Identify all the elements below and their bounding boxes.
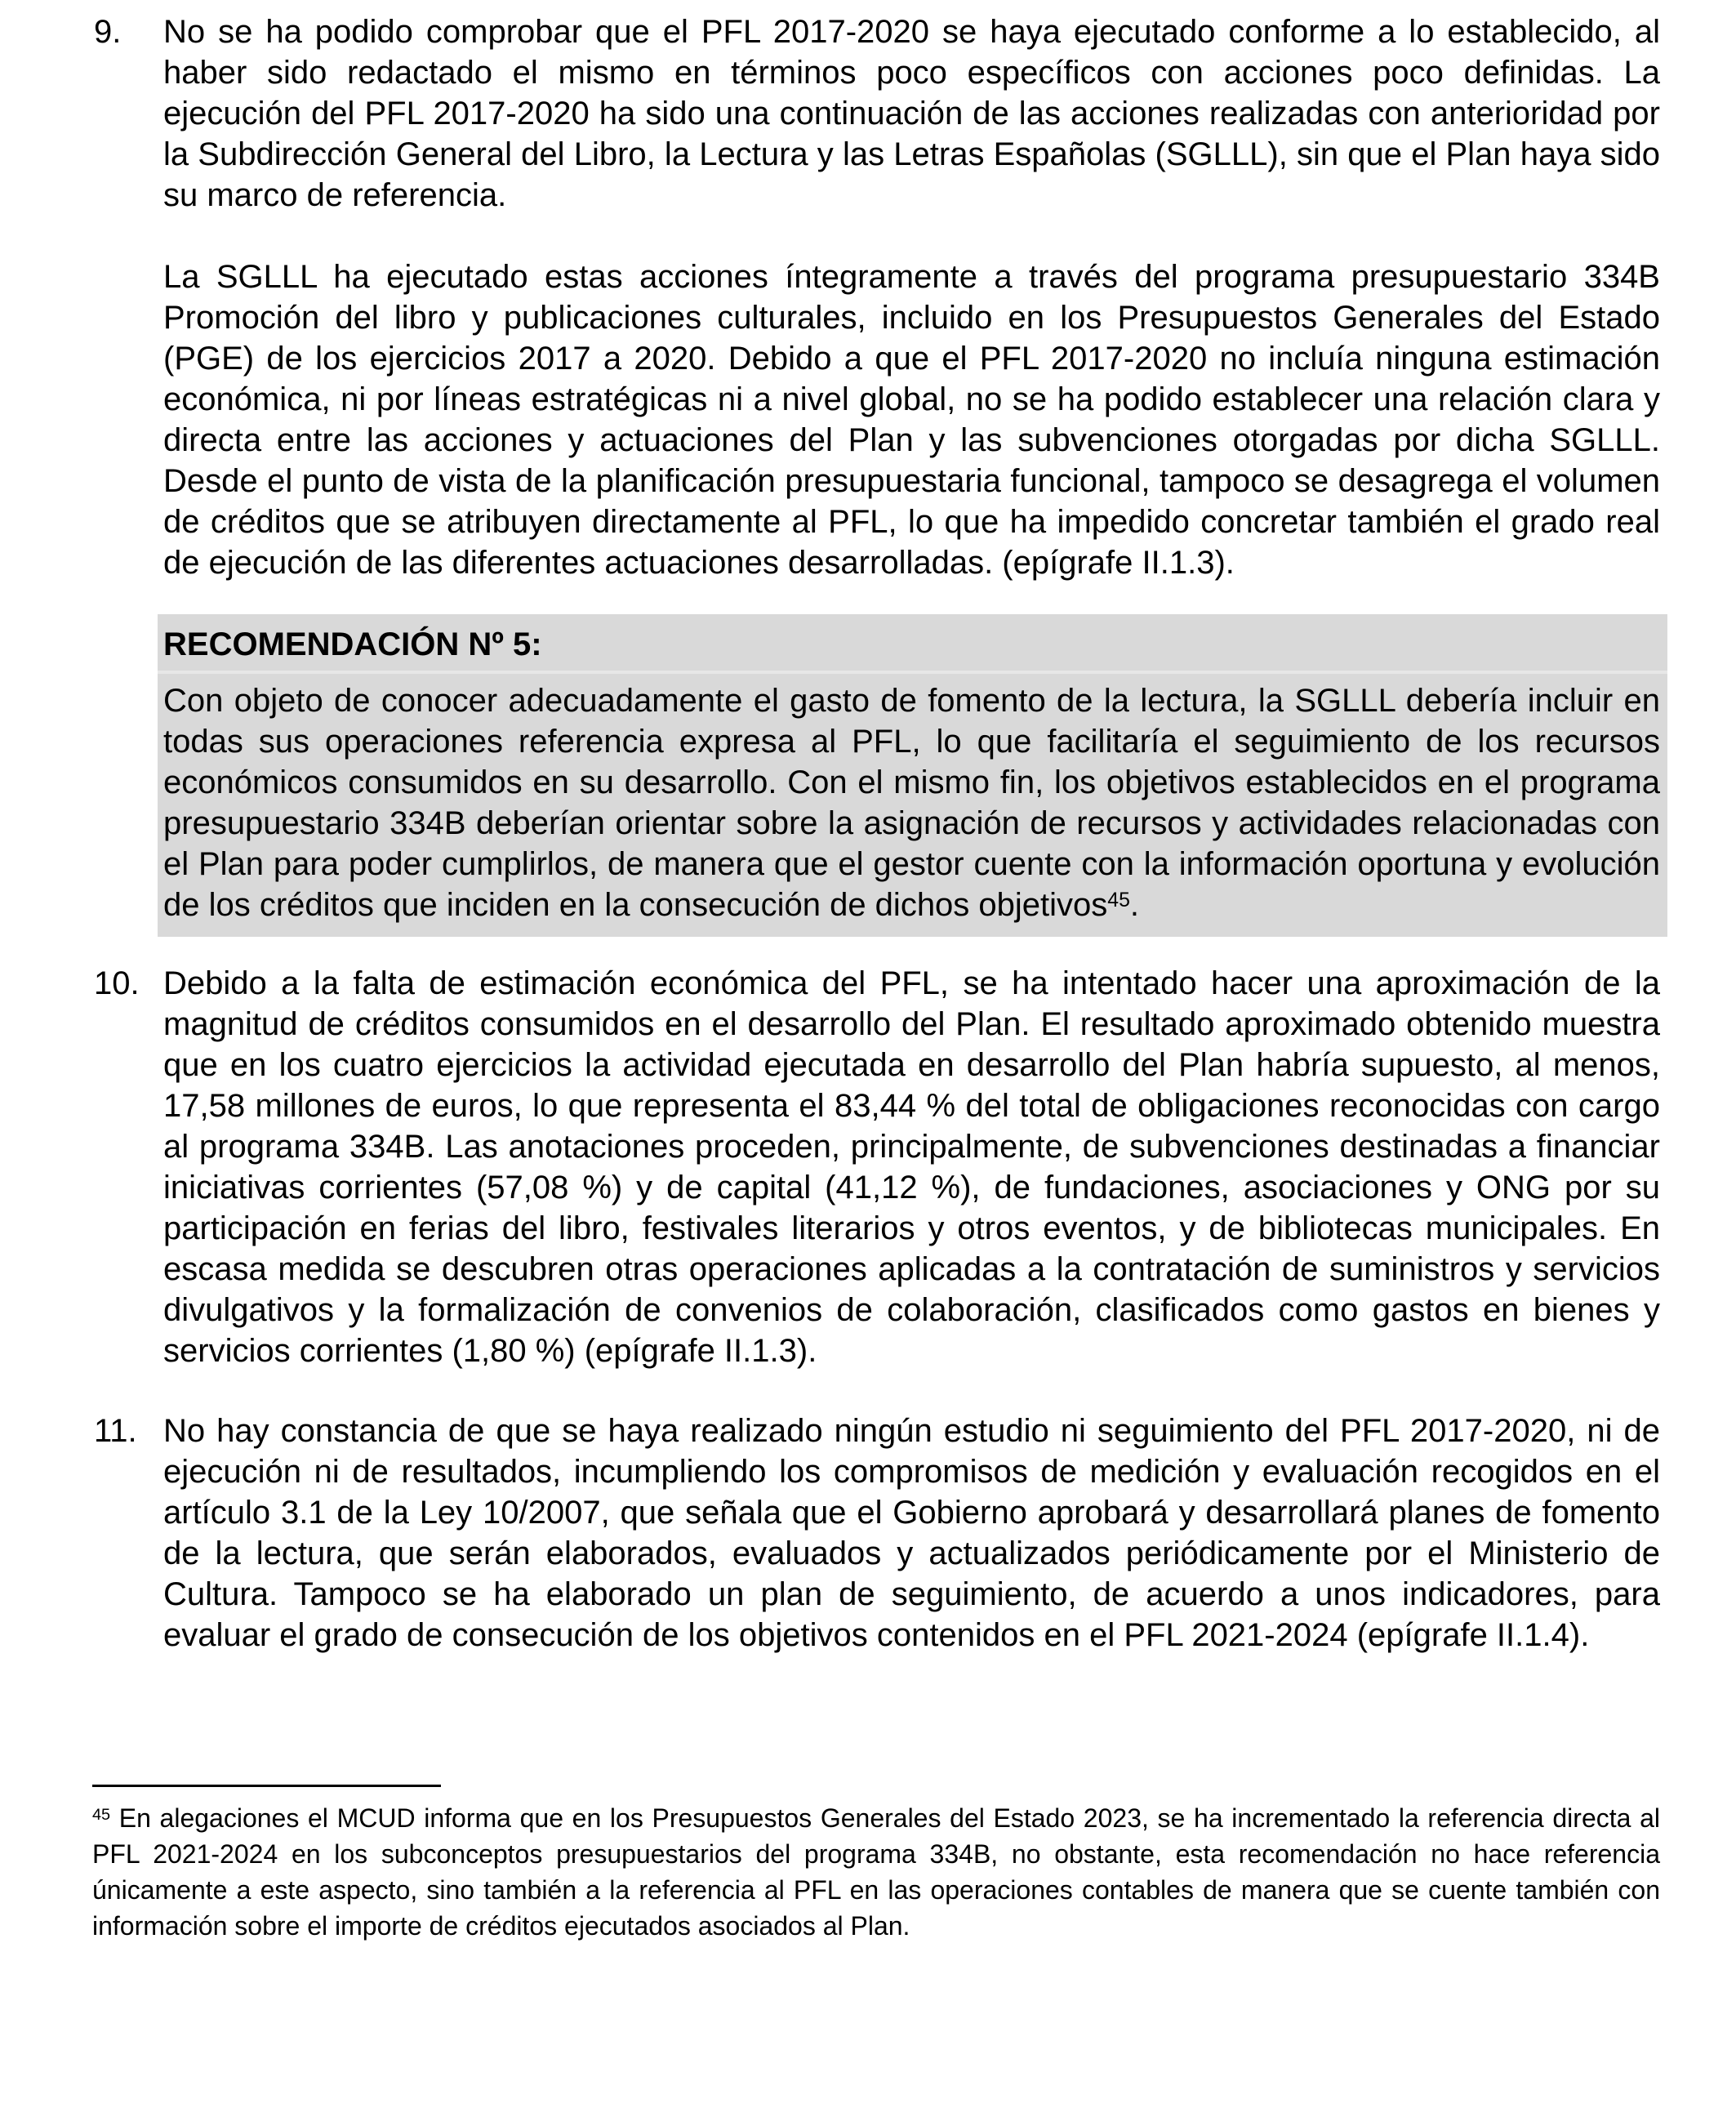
paragraph-10: Debido a la falta de estimación económica del PFL, se ha intentado hacer una aproximación de la magnitud de créditos consumidos en el desarrollo del Plan. El resultado aproximado obtenido muestra que en los cuatro ejercicios la actividad ejecutada en desarrollo del Plan habría supuesto, al menos, 17,58 millones de euros, lo que representa el 83,44 % del total de obligaciones reconocidas con cargo al programa 334B. Las anotaciones proceden, principalmente, de subvenciones destinadas a financiar iniciativas corrientes (57,08 %) y de capital (41,12 %), de fundaciones, asociaciones y ONG por su participación en ferias del libro, festivales literarios y otros eventos, y de bibliotecas municipales. En escasa medida se descubren otras operaciones aplicadas a la contratación de suministros y servicios divulgativos y la formalización de convenios de colaboración, clasificados como gastos en bienes y servicios corrientes (1,80 %) (epígrafe II.1.3). [163, 965, 1660, 1369]
recommendation-box [158, 614, 1667, 937]
recommendation-body-text: Con objeto de conocer adecuadamente el gasto de fomento de la lectura, la SGLLL debería incluir en todas sus operaciones referencia expresa al PFL, lo que facilitaría el seguimiento de los recursos económicos consumidos en su desarrollo. Con el mismo fin, los objetivos establecidos en el programa presupuestario 334B deberían orientar sobre la asignación de recursos y actividades relacionadas con el Plan para poder cumplirlos, de manera que el gestor cuente con la información oportuna y evolución de los créditos que inciden en la consecución de dichos objetivos [163, 683, 1660, 923]
list-number-10: 10. [94, 965, 140, 1001]
paragraph-9-1: No se ha podido comprobar que el PFL 2017-2020 se haya ejecutado conforme a lo establecido, al haber sido redactado el mismo en términos poco específicos con acciones poco definidas. La ejecución del PFL 2017-2020 ha sido una continuación de las acciones realizadas con anterioridad por la Subdirección General del Libro, la Lectura y las Letras Españolas (SGLLL), sin que el Plan haya sido su marco de referencia. [163, 14, 1660, 213]
list-number-11: 11. [94, 1413, 137, 1449]
list-number-9: 9. [94, 14, 122, 50]
paragraph-9-2: La SGLLL ha ejecutado estas acciones íntegramente a través del programa presupuestario 334B Promoción del libro y publicaciones culturales, incluido en los Presupuestos Generales del Estado (PGE) de los ejercicios 2017 a 2020. Debido a que el PFL 2017-2020 no incluía ninguna estimación económica, ni por líneas estratégicas ni a nivel global, no se ha podido establecer una relación clara y directa entre las acciones y actuaciones del Plan y las subvenciones otorgadas por dicha SGLLL. Desde el punto de vista de la planificación presupuestaria funcional, tampoco se desagrega el volumen de créditos que se atribuyen directamente al PFL, lo que ha impedido concretar también el grado real de ejecución de las diferentes actuaciones desarrolladas. (epígrafe II.1.3). [163, 259, 1660, 581]
recommendation-body-period: . [1129, 887, 1140, 923]
recommendation-title: RECOMENDACIÓN Nº 5: [163, 626, 542, 662]
footnote-text: En alegaciones el MCUD informa que en los Presupuestos Generales del Estado 2023, se ha incrementado la referencia directa al PFL 2021-2024 en los subconceptos presupuestarios del programa 334B, no obstante, esta recomendación no hace referencia únicamente a este aspecto, sino también a la referencia al PFL en las operaciones contables de manera que se cuente también con información sobre el importe de créditos ejecutados asociados al Plan. [92, 1803, 1660, 1941]
list-item-11 [94, 1411, 1660, 1656]
list-item-9 [94, 11, 1660, 216]
recommendation-seam [158, 671, 1667, 674]
recommendation-body [163, 680, 1660, 925]
footnote-45 [92, 1800, 1660, 1944]
footnote-separator [92, 1785, 441, 1787]
paragraph-11: No hay constancia de que se haya realizado ningún estudio ni seguimiento del PFL 2017-2020, ni de ejecución ni de resultados, incumpliendo los compromisos de medición y evaluación recogidos en el artículo 3.1 de la Ley 10/2007, que señala que el Gobierno aprobará y desarrollará planes de fomento de la lectura, que serán elaborados, evaluados y actualizados periódicamente por el Ministerio de Cultura. Tampoco se ha elaborado un plan de seguimiento, de acuerdo a unos indicadores, para evaluar el grado de consecución de los objetivos contenidos en el PFL 2021-2024 (epígrafe II.1.4). [163, 1413, 1660, 1653]
list-item-10 [94, 963, 1660, 1371]
footnote-reference-45-inline: 45 [1107, 889, 1130, 911]
footnote-marker-45: 45 [92, 1806, 111, 1825]
